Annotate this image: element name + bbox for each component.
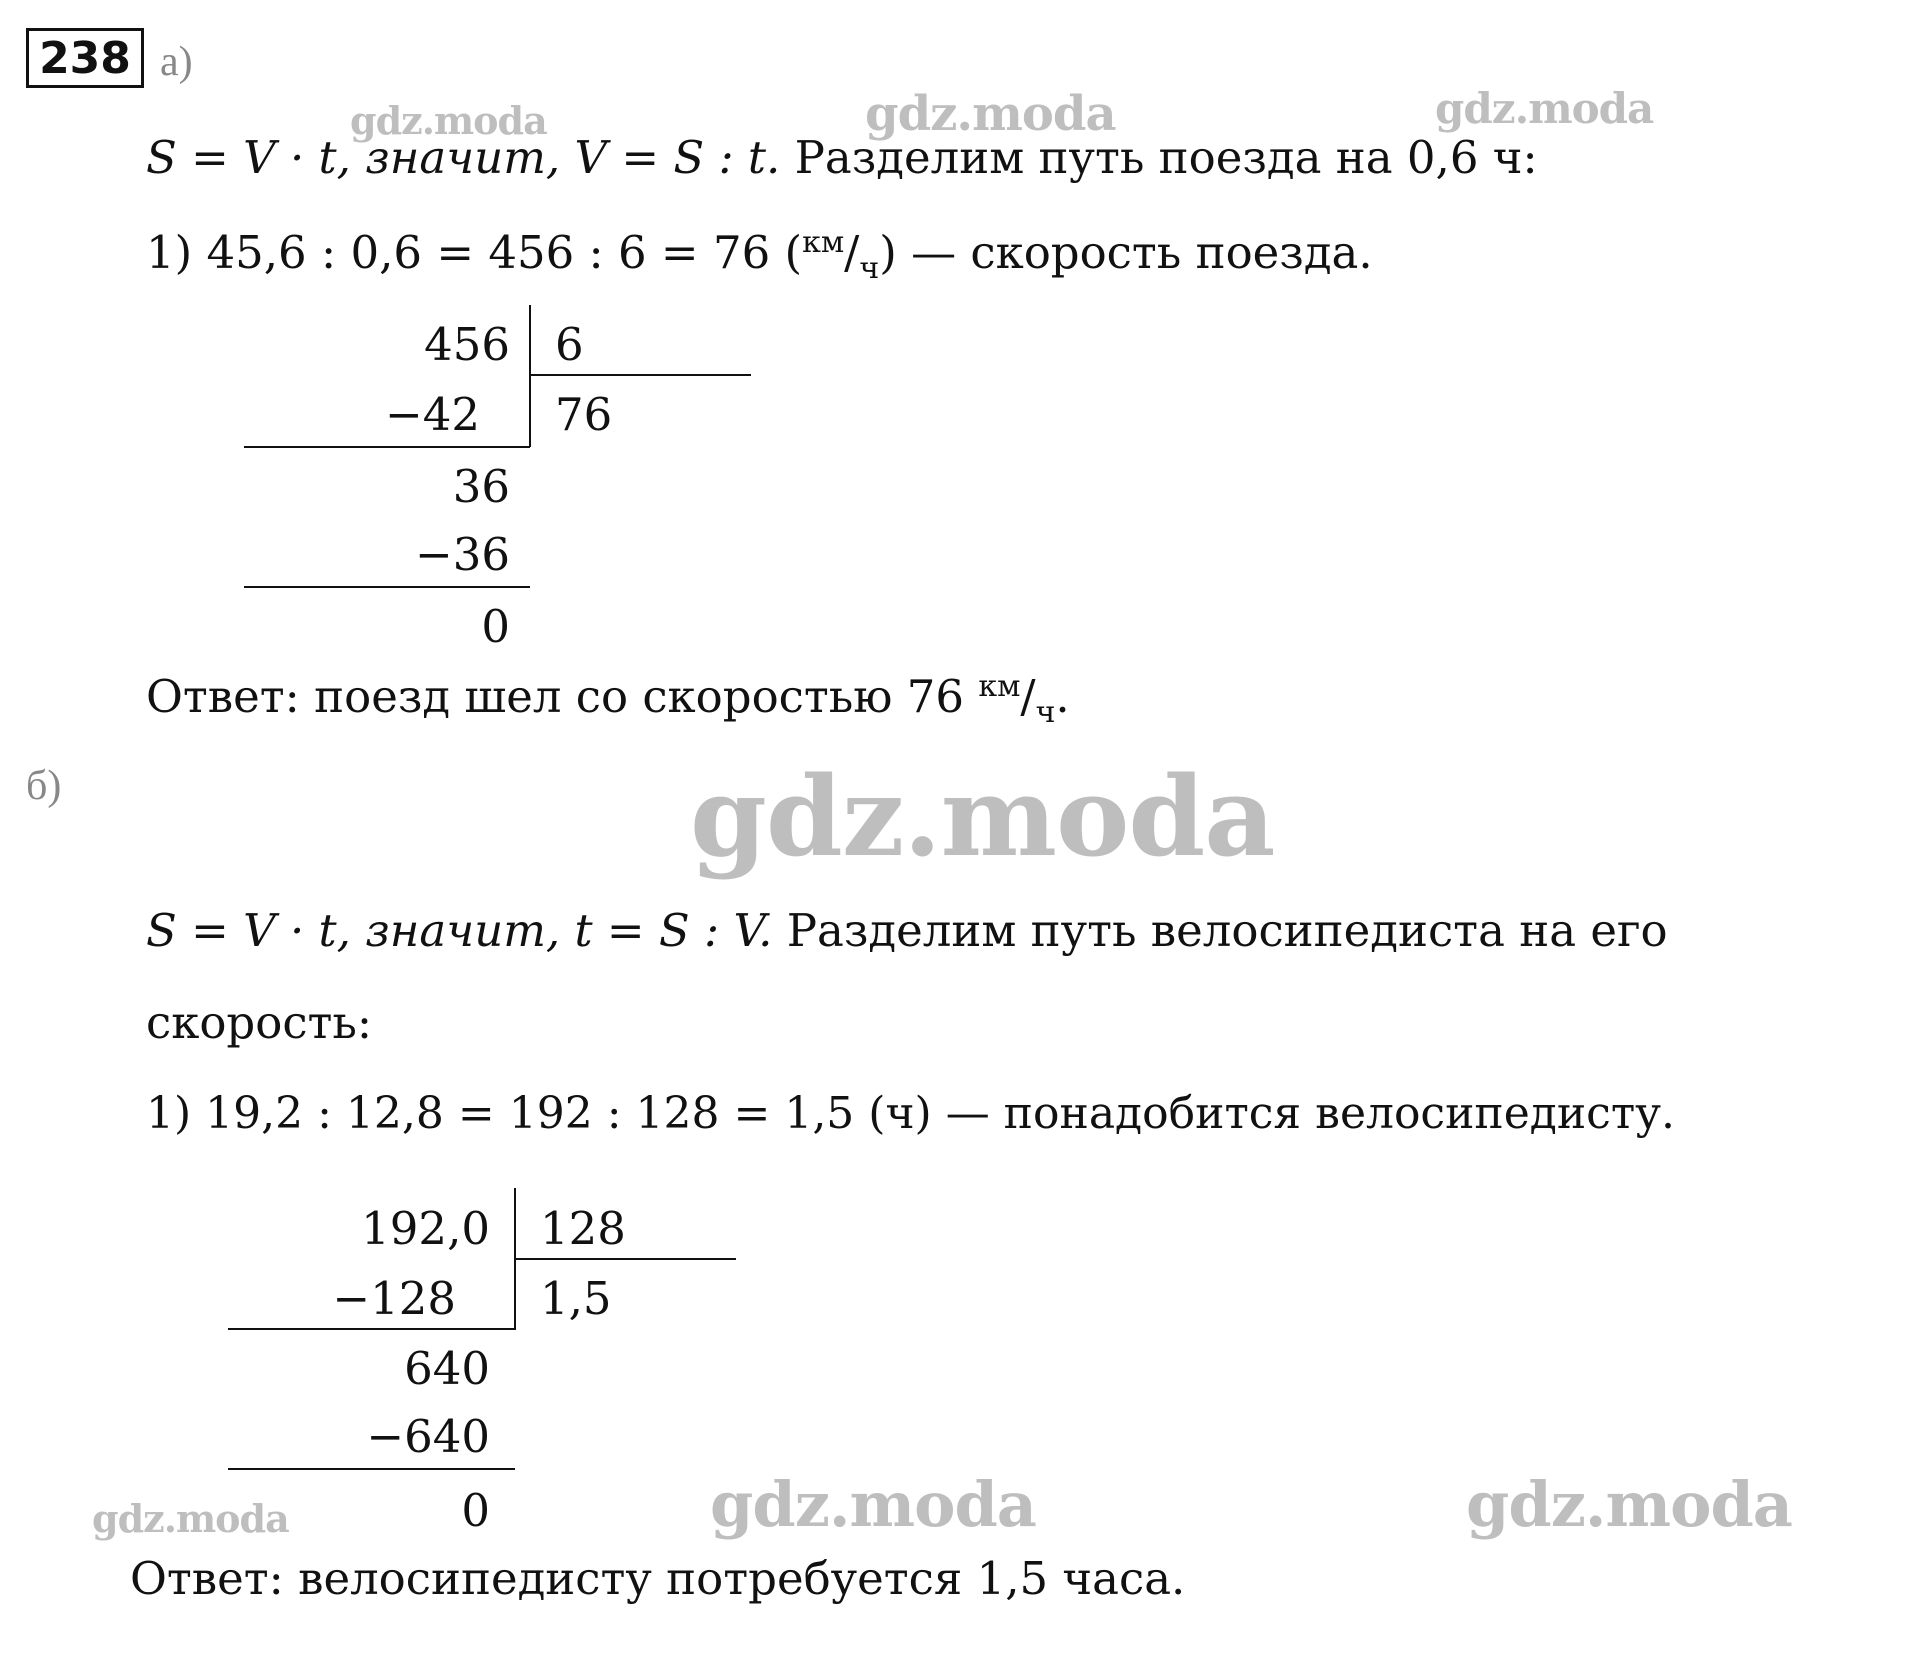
part-b-formula: S = V · t, значит, t = S : V. (146, 904, 773, 957)
division-divisor-line (514, 1258, 736, 1260)
divisor: 128 (540, 1202, 626, 1255)
part-b-label: б) (26, 763, 62, 809)
part-a-step1-desc: — скорость поезда. (911, 226, 1373, 279)
watermark: gdz.moda (350, 98, 547, 143)
part-a-answer: Ответ: поезд шел со скоростью 76 $^{км}/_ч$. (146, 669, 1070, 730)
part-a-answer-text: Ответ: поезд шел со скоростью 76 (146, 670, 964, 723)
subtrahend-2: −640 (366, 1410, 490, 1463)
subtrahend-2: −36 (415, 528, 510, 581)
part-a-formula-text: Разделим путь поезда на 0,6 ч: (794, 131, 1538, 184)
part-b-step1: 1) 19,2 : 12,8 = 192 : 128 = 1,5 (ч) — понадобится велосипедисту. (146, 1088, 1676, 1139)
part-a-label: а) (160, 39, 193, 85)
watermark: gdz.moda (1466, 1468, 1792, 1541)
quotient: 1,5 (540, 1272, 612, 1325)
division-divisor-line (529, 374, 751, 376)
task-number: 238 (26, 28, 144, 88)
unit-num: км (978, 669, 1021, 704)
part-a-formula: S = V · t, значит, V = S : t. (146, 131, 781, 184)
dividend: 192,0 (361, 1202, 490, 1255)
remainder-1: 640 (404, 1342, 490, 1395)
unit-num: км (802, 225, 845, 260)
part-a-formula-line (146, 131, 1538, 184)
part-b-formula-text: Разделим путь велосипедиста на его (786, 904, 1668, 957)
watermark: gdz.moda (690, 752, 1275, 881)
unit-den: ч (859, 251, 880, 286)
part-a-step1: 1) 45,6 : 0,6 = 456 : 6 = 76 $(^{км}/_ч)$ — скорость поезда. (146, 225, 1373, 286)
remainder-1: 36 (452, 460, 510, 513)
watermark: gdz.moda (710, 1468, 1036, 1541)
subtrahend-1: −42 (385, 388, 480, 441)
watermark: gdz.moda (1435, 84, 1654, 133)
subtrahend-1: −128 (332, 1272, 456, 1325)
quotient: 76 (555, 388, 613, 441)
dividend: 456 (424, 318, 510, 371)
division-line-1 (244, 446, 530, 448)
unit-den: ч (1035, 695, 1056, 730)
remainder-final: 0 (481, 600, 510, 653)
watermark: gdz.moda (865, 86, 1116, 142)
part-a-step1-expr: 1) 45,6 : 0,6 = 456 : 6 = 76 (146, 226, 771, 279)
part-b-formula-line (146, 904, 1668, 957)
remainder-final: 0 (461, 1484, 490, 1537)
part-b-formula-cont: скорость: (146, 996, 373, 1049)
division-line-1 (228, 1328, 515, 1330)
divisor: 6 (555, 318, 584, 371)
division-line-2 (244, 586, 530, 588)
division-vertical-line (529, 305, 531, 447)
part-b-answer: Ответ: велосипедисту потребуется 1,5 часа. (130, 1552, 1186, 1605)
watermark: gdz.moda (92, 1496, 289, 1541)
division-line-2 (228, 1468, 515, 1470)
